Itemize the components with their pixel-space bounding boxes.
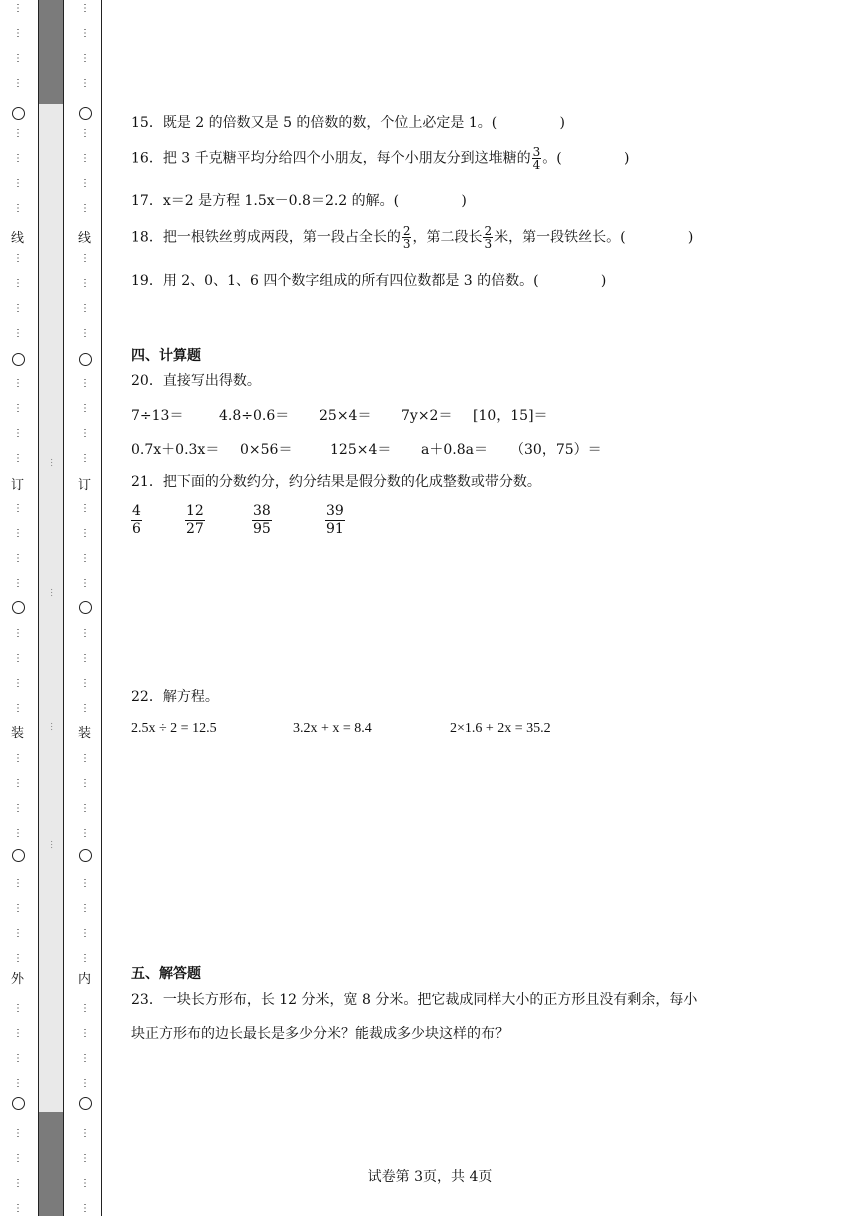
binding-dot: ⋮ <box>13 203 23 214</box>
binding-dot: ⋮ <box>80 128 90 139</box>
binding-dot: ⋮ <box>13 28 23 39</box>
calc-item: 7÷13＝ <box>131 408 184 424</box>
binding-strip-bottom <box>38 1112 64 1216</box>
binding-dot: ⋮ <box>80 1028 90 1039</box>
binding-dot: ⋮ <box>13 878 23 889</box>
section-title-calculation: 四、计算题 <box>131 348 201 364</box>
question-23-line2: 块正方形布的边长最长是多少分米？能裁成多少块这样的布？ <box>131 1026 509 1042</box>
binding-mark-right: 装 <box>78 726 92 741</box>
calc-item: 4.8÷0.6＝ <box>219 408 290 424</box>
binding-dot: ⋮ <box>80 328 90 339</box>
binding-dot: ⋮ <box>80 578 90 589</box>
binding-dot: ⋮ <box>80 1178 90 1189</box>
fraction: $\frac{2}{3}$ <box>484 224 493 251</box>
calc-item: a＋0.8a＝ <box>421 442 488 458</box>
binding-dot: ⋮ <box>13 1078 23 1089</box>
calc-item: 25×4＝ <box>319 408 372 424</box>
binding-dot: ⋮ <box>80 53 90 64</box>
binding-dot: ⋮ <box>13 403 23 414</box>
binding-dot: ⋮ <box>80 28 90 39</box>
binding-hole-right <box>79 107 92 120</box>
question-22: 22．解方程。 <box>131 689 219 705</box>
fraction-item: 4 6 <box>132 503 141 537</box>
binding-dot: ⋮ <box>80 828 90 839</box>
binding-dot: ⋮ <box>80 153 90 164</box>
binding-mark-right: 内 <box>78 972 92 987</box>
binding-dot: ⋮ <box>13 703 23 714</box>
binding-dot: ⋮ <box>80 378 90 389</box>
binding-dot: ⋮ <box>80 178 90 189</box>
question-20: 20．直接写出得数。 <box>131 373 261 389</box>
binding-dot: ⋮ <box>80 903 90 914</box>
binding-dot: ⋮ <box>80 1003 90 1014</box>
fraction: $\frac{2}{3}$ <box>402 224 411 251</box>
binding-strip-middle <box>38 104 64 1112</box>
binding-dot: ⋮ <box>80 678 90 689</box>
equation: 3.2x + x = 8.4 <box>293 721 372 736</box>
binding-dot: ⋮ <box>13 503 23 514</box>
binding-dot: ⋮ <box>80 553 90 564</box>
binding-dot: ⋮ <box>80 203 90 214</box>
question-16: 16．把 3 千克糖平均分给四个小朋友，每个小朋友分到这堆糖的 $\frac{3}{4}$ 。( ) <box>131 145 630 172</box>
binding-dot: ⋮ <box>13 78 23 89</box>
binding-hole-right <box>79 353 92 366</box>
calc-item: （30，75）＝ <box>510 442 602 458</box>
binding-dot: ⋮ <box>80 703 90 714</box>
binding-mark-left: 线 <box>11 231 25 246</box>
binding-hole-left <box>12 601 25 614</box>
binding-dot: ⋮ <box>80 503 90 514</box>
binding-dot: ⋮ <box>13 628 23 639</box>
equation: 2.5x ÷ 2 = 12.5 <box>131 721 217 736</box>
binding-dot: ⋮ <box>80 3 90 14</box>
binding-inner-rule <box>101 0 102 1216</box>
question-17: 17．x＝2 是方程 1.5x－0.8＝2.2 的解。( ) <box>131 193 467 209</box>
binding-dot: ⋮ <box>13 1153 23 1164</box>
fraction-item: 39 91 <box>326 503 344 537</box>
binding-mark-left: 订 <box>11 478 25 493</box>
calc-item: 0.7x＋0.3x＝ <box>131 442 220 458</box>
binding-dot: ⋮ <box>13 153 23 164</box>
binding-mark-right: 订 <box>78 478 92 493</box>
binding-dot: ⋮ <box>13 928 23 939</box>
binding-dot: ⋮ <box>13 178 23 189</box>
binding-dot: ⋮ <box>80 1128 90 1139</box>
binding-hole-left <box>12 849 25 862</box>
binding-dot: ⋮ <box>80 1078 90 1089</box>
binding-dot: ⋮ <box>13 3 23 14</box>
binding-dot: ⋮ <box>80 528 90 539</box>
binding-dot: ⋮ <box>80 253 90 264</box>
binding-dot: ⋮ <box>13 453 23 464</box>
binding-dot: ⋮ <box>13 578 23 589</box>
binding-dot: ⋮ <box>13 753 23 764</box>
binding-dot: ⋮ <box>80 778 90 789</box>
binding-dot: ⋮ <box>13 953 23 964</box>
binding-dot: ⋮ <box>80 1053 90 1064</box>
fraction-item: 38 95 <box>253 503 271 537</box>
binding-hole-left <box>12 107 25 120</box>
binding-hole-left <box>12 1097 25 1110</box>
binding-dot: ⋮ <box>13 1203 23 1214</box>
binding-dot: ⋮ <box>13 903 23 914</box>
binding-dot: ⋮ <box>13 253 23 264</box>
binding-dot: ⋮ <box>13 553 23 564</box>
binding-dot: ⋮ <box>80 928 90 939</box>
page-footer: 试卷第 3页，共 4页 <box>367 1169 493 1185</box>
binding-dot: ⋮ <box>80 753 90 764</box>
binding-faint-text: … <box>48 458 58 467</box>
binding-faint-text: … <box>48 840 58 849</box>
question-21: 21．把下面的分数约分，约分结果是假分数的化成整数或带分数。 <box>131 474 541 490</box>
binding-dot: ⋮ <box>80 78 90 89</box>
binding-dot: ⋮ <box>13 53 23 64</box>
question-15: 15．既是 2 的倍数又是 5 的倍数的数，个位上必定是 1。( ) <box>131 115 566 131</box>
binding-dot: ⋮ <box>80 278 90 289</box>
binding-dot: ⋮ <box>80 953 90 964</box>
binding-dot: ⋮ <box>13 428 23 439</box>
binding-dot: ⋮ <box>80 428 90 439</box>
binding-dot: ⋮ <box>13 328 23 339</box>
binding-dot: ⋮ <box>80 1153 90 1164</box>
binding-dot: ⋮ <box>80 403 90 414</box>
section-title-word-problems: 五、解答题 <box>131 966 201 982</box>
binding-mark-right: 线 <box>78 231 92 246</box>
calc-item: [10，15]＝ <box>473 408 548 424</box>
binding-dot: ⋮ <box>80 653 90 664</box>
binding-dot: ⋮ <box>80 878 90 889</box>
binding-dot: ⋮ <box>13 1128 23 1139</box>
binding-dot: ⋮ <box>13 303 23 314</box>
calc-item: 0×56＝ <box>240 442 293 458</box>
binding-mark-left: 装 <box>11 726 25 741</box>
binding-dot: ⋮ <box>13 1178 23 1189</box>
binding-dot: ⋮ <box>13 678 23 689</box>
binding-hole-right <box>79 1097 92 1110</box>
binding-mark-left: 外 <box>11 972 25 987</box>
binding-dot: ⋮ <box>80 803 90 814</box>
binding-dot: ⋮ <box>13 378 23 389</box>
binding-hole-right <box>79 601 92 614</box>
binding-dot: ⋮ <box>13 128 23 139</box>
binding-hole-right <box>79 849 92 862</box>
calc-item: 125×4＝ <box>330 442 392 458</box>
binding-dot: ⋮ <box>80 453 90 464</box>
fraction: $\frac{3}{4}$ <box>532 145 541 172</box>
fraction-item: 12 27 <box>186 503 204 537</box>
binding-dot: ⋮ <box>80 303 90 314</box>
binding-faint-text: … <box>48 722 58 731</box>
binding-dot: ⋮ <box>13 1028 23 1039</box>
question-18: 18．把一根铁丝剪成两段，第一段占全长的 $\frac{2}{3}$ ，第二段长 $\frac{2}{3}$ 米，第一段铁丝长。( ) <box>131 224 694 251</box>
binding-dot: ⋮ <box>80 1203 90 1214</box>
binding-dot: ⋮ <box>80 628 90 639</box>
equation: 2×1.6 + 2x = 35.2 <box>450 721 551 736</box>
binding-hole-left <box>12 353 25 366</box>
binding-dot: ⋮ <box>13 528 23 539</box>
binding-strip-top <box>38 0 64 104</box>
binding-dot: ⋮ <box>13 803 23 814</box>
binding-dot: ⋮ <box>13 653 23 664</box>
binding-dot: ⋮ <box>13 1003 23 1014</box>
binding-dot: ⋮ <box>13 278 23 289</box>
binding-dot: ⋮ <box>13 778 23 789</box>
binding-faint-text: … <box>48 588 58 597</box>
binding-dot: ⋮ <box>13 828 23 839</box>
calc-item: 7y×2＝ <box>401 408 453 424</box>
question-23-line1: 23．一块长方形布，长 12 分米，宽 8 分米。把它裁成同样大小的正方形且没有剩余，每小 <box>131 992 698 1008</box>
binding-dot: ⋮ <box>13 1053 23 1064</box>
question-19: 19．用 2、0、1、6 四个数字组成的所有四位数都是 3 的倍数。( ) <box>131 273 607 289</box>
